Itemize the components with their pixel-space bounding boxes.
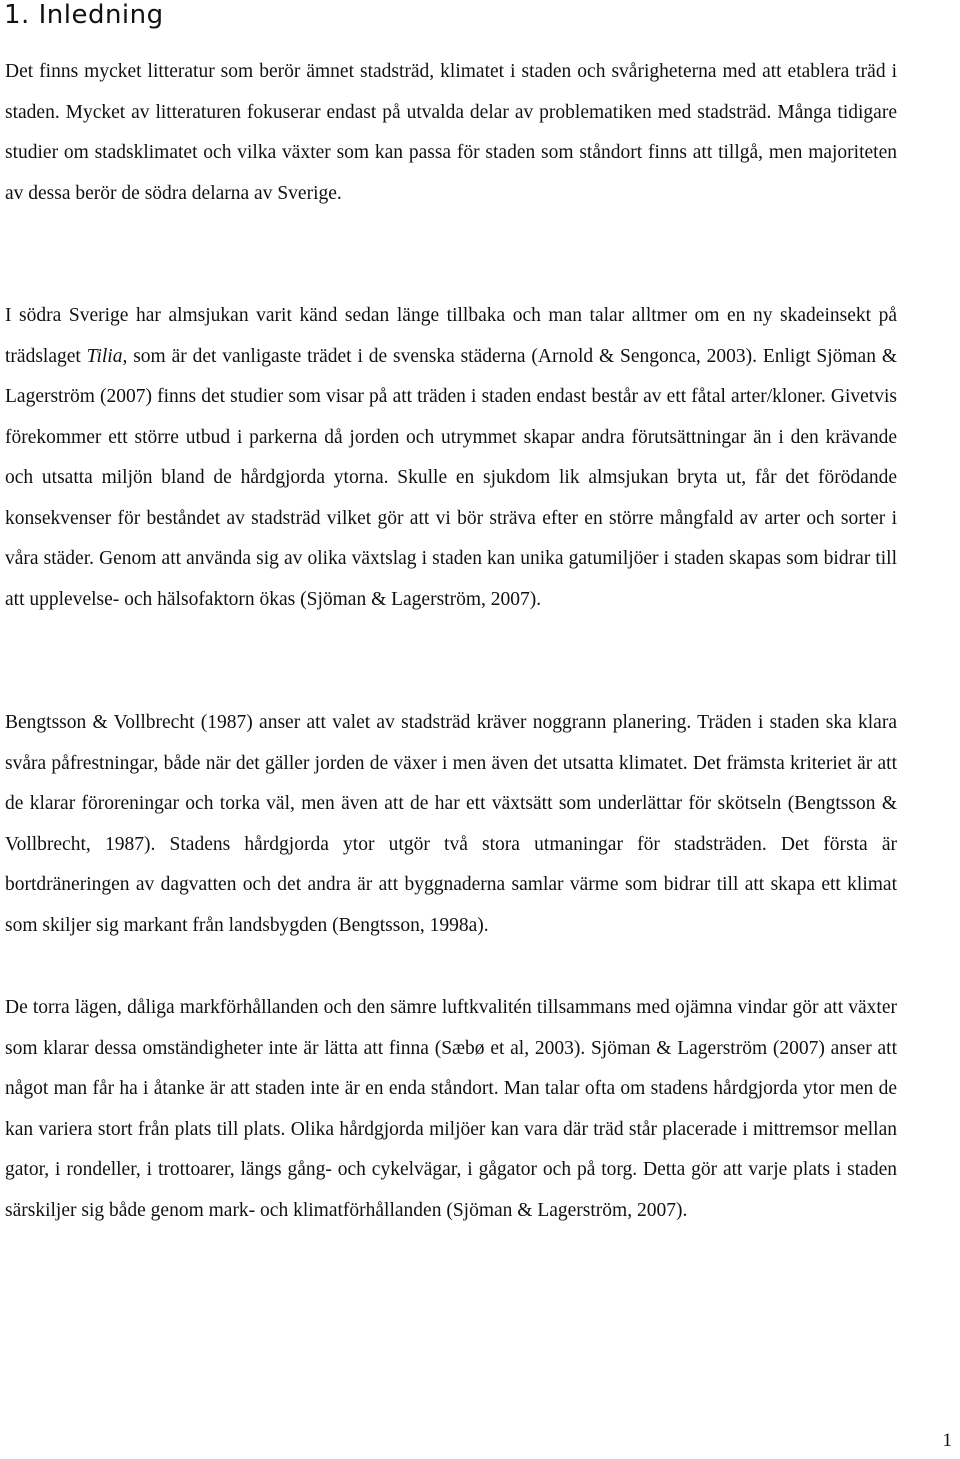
paragraph-almsjukan-text-1: I södra Sverige har almsjukan varit känd sedan länge tillbaka och man talar alltmer om en ny skadeinsekt på trädslaget [5,305,897,367]
section-heading: 1. Inledning [4,0,164,30]
paragraph-intro: Det finns mycket litteratur som berör ämnet stadsträd, klimatet i staden och svårigheterna med att etablera träd i staden. Mycket av litteraturen fokuserar endast på utvalda delar av problematiken med stadsträd. Många tidigare studier om stadsklimatet och vilka växter som kan passa för staden som ståndort finns att tillgå, men majoriteten av dessa berör de södra delarna av Sverige. [5,61,897,204]
paragraph-planering: Bengtsson & Vollbrecht (1987) anser att valet av stadsträd kräver noggrann planering. Träden i staden ska klara svåra påfrestningar, både när det gäller jorden de växer i men även det utsatta klimatet. Det främsta kriteriet är att de klarar föroreningar och torka väl, men även att de har ett växtsätt som underlättar för skötseln (Bengtsson & Vollbrecht, 1987). Stadens hårdgjorda ytor utgör två stora utmaningar för stadsträden. Det första är bortdräneringen av dagvatten och det andra är att byggnaderna samlar värme som bidrar till att skapa ett klimat som skiljer sig markant från landsbygden (Bengtsson, 1998a). [5,712,897,936]
paragraph-almsjukan-text-2: , som är det vanligaste trädet i de svenska städerna (Arnold & Sengonca, 2003). Enligt Sjöman & Lagerström (2007) finns det studier som visar på att träden i staden endast består av ett fåtal arter/kloner. Givetvis förekommer ett större utbud i parkerna då jorden och utrymmet skapar andra förutsättningar än i den krävande och utsatta miljön bland de hårdgjorda ytorna. Skulle en sjukdom lik almsjukan bryta ut, får det förödande konsekvenser för beståndet av stadsträd vilket gör att vi bör sträva efter en större mångfald av arter och sorter i våra städer. Genom att använda sig av olika växtslag i staden kan unika gatumiljöer i staden skapas som bidrar till att upplevelse- och hälsofaktorn ökas (Sjöman & Lagerström, 2007). [5,345,897,610]
species-name-tilia: Tilia [86,345,123,367]
paragraph-standort: De torra lägen, dåliga markförhållanden och den sämre luftkvalitén tillsammans med ojämna vindar gör att växter som klarar dessa omständigheter inte är lätta att finna (Sæbø et al, 2003). Sjöman & Lagerström (2007) anser att något man får ha i åtanke är att staden inte är en enda ståndort. Man talar ofta om stadens hårdgjorda ytor men de kan variera stort från plats till plats. Olika hårdgjorda miljöer kan vara där träd står placerade i mittremsor mellan gator, i rondeller, i trottoarer, längs gång- och cykelvägar, i gågator och på torg. Detta gör att varje plats i staden särskiljer sig både genom mark- och klimatförhållanden (Sjöman & Lagerström, 2007). [5,997,897,1221]
page-number: 1 [942,1430,952,1451]
paragraph-almsjukan [5,296,897,620]
